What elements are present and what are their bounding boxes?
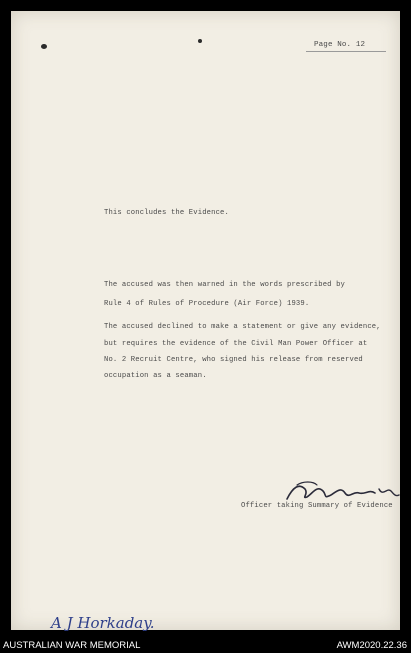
document-page	[11, 11, 400, 630]
svg-text:A J Horkaday.: A J Horkaday.	[51, 614, 155, 632]
handwritten-name	[49, 608, 159, 638]
archive-footer	[0, 637, 411, 653]
archive-reference: AWM2020.22.36	[336, 640, 407, 651]
page-number-rule	[306, 51, 386, 52]
statement-line-3: No. 2 Recruit Centre, who signed his release from reserved	[104, 356, 363, 364]
warning-line-1: The accused was then warned in the words prescribed by	[104, 281, 346, 289]
page-number: Page No. 12	[314, 41, 366, 49]
punch-hole-left	[41, 44, 47, 49]
statement-line-2: but requires the evidence of the Civil Man Power Officer at	[104, 340, 368, 348]
statement-line-4: occupation as a seaman.	[104, 372, 207, 380]
institution-label: AUSTRALIAN WAR MEMORIAL	[3, 640, 141, 651]
signature-caption: Officer taking Summary of Evidence	[241, 502, 393, 510]
punch-hole-right	[198, 39, 202, 43]
statement-line-1: The accused declined to make a statement or give any evidence,	[104, 323, 381, 331]
warning-line-2: Rule 4 of Rules of Procedure (Air Force) 1939.	[104, 300, 310, 308]
conclusion-text: This concludes the Evidence.	[104, 209, 229, 217]
